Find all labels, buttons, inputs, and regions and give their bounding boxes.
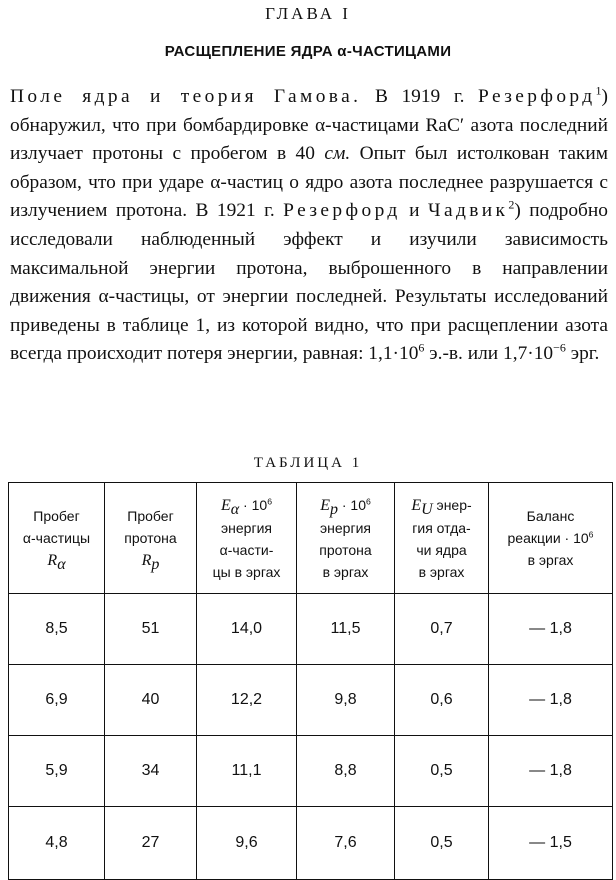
cell: 11,1 [197, 736, 297, 807]
paragraph-text: эрг. [565, 343, 600, 365]
cell: 9,8 [297, 665, 395, 736]
cell: 5,9 [9, 736, 105, 807]
cell: 7,6 [297, 807, 395, 880]
table-row [9, 665, 613, 736]
cell: 0,6 [395, 665, 489, 736]
data-table [8, 482, 613, 880]
table-header-row [9, 483, 613, 594]
paragraph-text: ) подробно исследовали наблюденный эффект и изучили зависимость максимальной энергии протона, выброшенного в направлении движения α-частицы, от энергии последней. Результаты исследований приведены в таблице 1, из которой видно, что при расщеплении азота всегда происходит потеря энергии, равная: 1,1·10 [10, 200, 608, 365]
cell: 27 [105, 807, 197, 880]
cell: 12,2 [197, 665, 297, 736]
footnote-ref[interactable]: 1 [595, 83, 602, 98]
footnote-ref[interactable]: 2 [508, 197, 515, 212]
cell: 0,5 [395, 736, 489, 807]
paragraph-lead: Поле ядра и теория Гамова. [10, 86, 362, 107]
author-name: Резерфорд [283, 200, 401, 222]
cell: — 1,8 [489, 594, 613, 665]
header-proton-energy: $E_p \cdot 10^6$ энергия протона в эргах [297, 483, 395, 594]
paragraph-text: и [400, 200, 428, 222]
table-row [9, 594, 613, 665]
section-title: РАСЩЕПЛЕНИЕ ЯДРА α-ЧАСТИЦАМИ [164, 43, 452, 60]
exponent: 6 [418, 340, 425, 355]
author-name: Чадвик [427, 200, 509, 222]
exponent: −6 [553, 340, 566, 355]
header-proton-range: Пробег протона $R_p$ [105, 483, 197, 594]
paragraph-text: ) обнаружил, что при бомбардировке α-частицами RaC′ азота последний излучает протоны с пробегом в 40 [10, 86, 609, 165]
header-alpha-energy: $E_\alpha \cdot 10^6$ энергия α-части- цы в эргах [197, 483, 297, 594]
cell: 6,9 [9, 665, 105, 736]
cell: 51 [105, 594, 197, 665]
table-row [9, 736, 613, 807]
cell: — 1,5 [489, 807, 613, 880]
header-reaction-balance: Баланс реакции · $10^6$ в эргах [489, 483, 613, 594]
unit: см. [324, 143, 351, 165]
cell: 9,6 [197, 807, 297, 880]
cell: 0,5 [395, 807, 489, 880]
author-name: Резерфорд [478, 86, 596, 107]
cell: 8,5 [9, 594, 105, 665]
cell: — 1,8 [489, 665, 613, 736]
paragraph-text: э.-в. или 1,7·10 [424, 343, 554, 365]
cell: 0,7 [395, 594, 489, 665]
cell: 34 [105, 736, 197, 807]
header-recoil-energy: $E_U$ энер- гия отда- чи ядра в эргах [395, 483, 489, 594]
cell: 4,8 [9, 807, 105, 880]
table-row [9, 807, 613, 880]
paragraph-text: В 1919 г. [361, 86, 479, 107]
paragraph-text: Опыт был истолкован таким образом, что при ударе α-частиц о ядро азота последнее разрушается с излучением протона. В 1921 г. [10, 143, 608, 222]
chapter-heading: ГЛАВА I [265, 4, 351, 23]
cell: 14,0 [197, 594, 297, 665]
cell: 40 [105, 665, 197, 736]
body-paragraph [10, 83, 608, 369]
header-alpha-range: Пробег α-частицы $R_\alpha$ [9, 483, 105, 594]
cell: — 1,8 [489, 736, 613, 807]
table-caption: ТАБЛИЦА 1 [253, 455, 363, 471]
cell: 11,5 [297, 594, 395, 665]
cell: 8,8 [297, 736, 395, 807]
